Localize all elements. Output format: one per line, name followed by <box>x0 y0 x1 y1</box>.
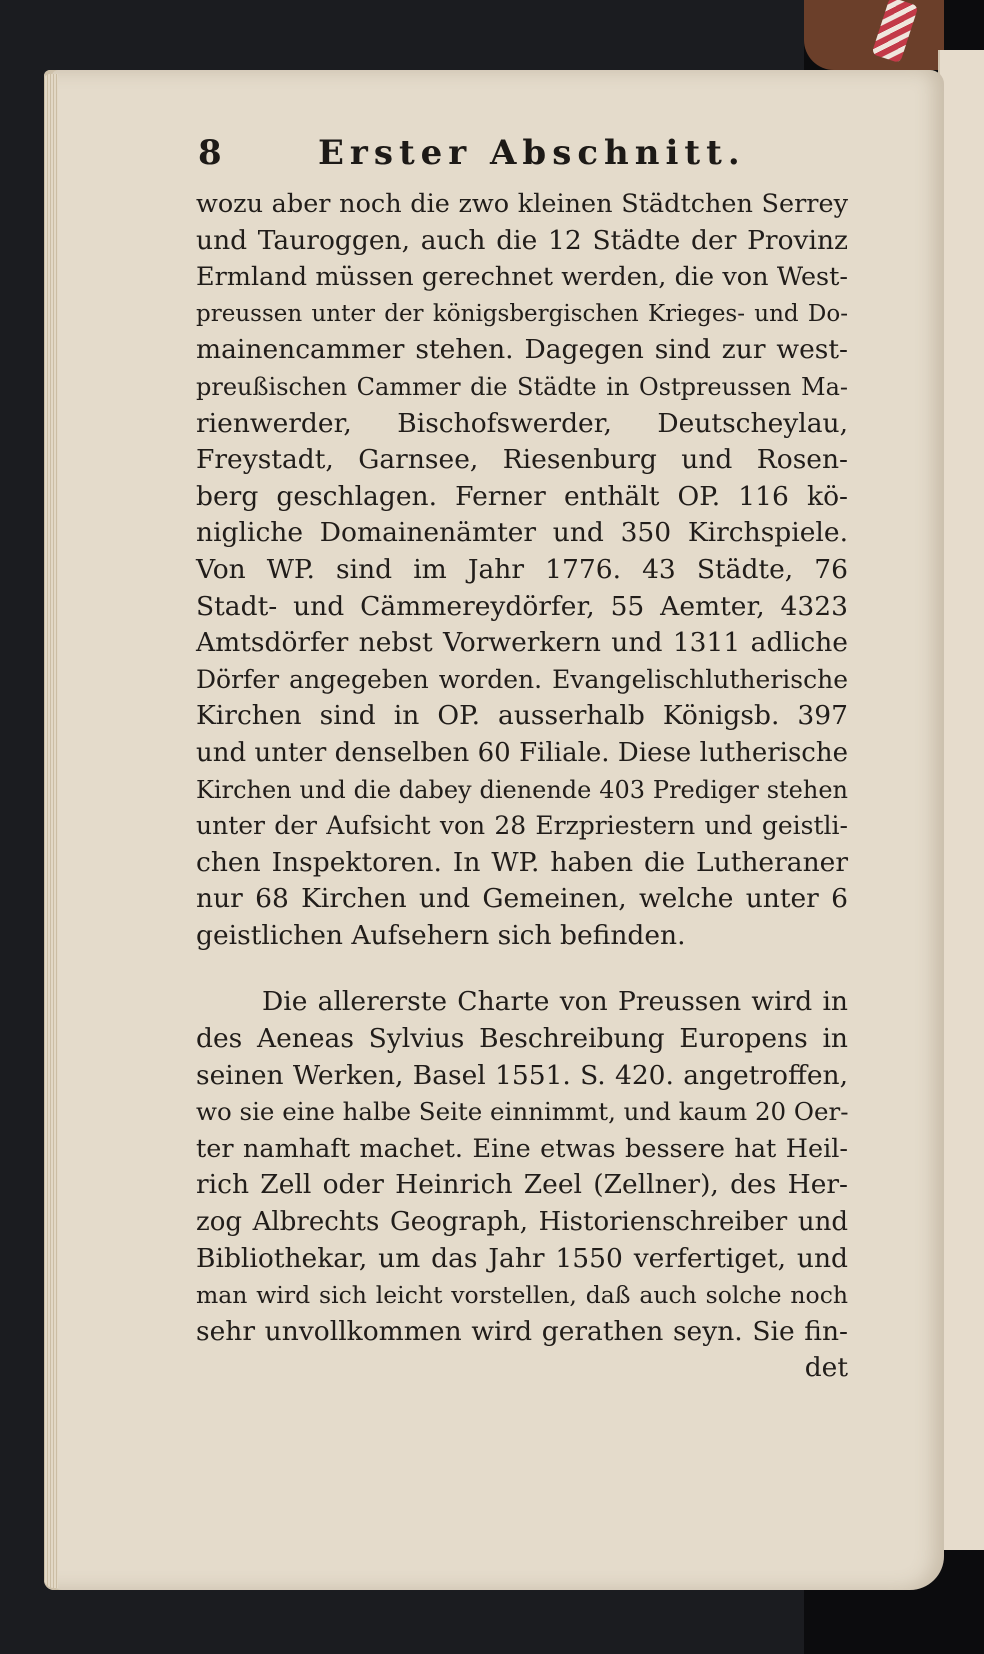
text-line: wozu aber noch die zwo kleinen Städtchen Serrey <box>196 189 848 219</box>
paragraph-1 <box>196 186 848 954</box>
text-line: Von WP. sind im Jahr 1776. 43 Städte, 76 <box>196 553 848 585</box>
text-line: Stadt- und Cämmereydörfer, 55 Aemter, 4323 <box>196 590 848 622</box>
text-line: des Aeneas Sylvius Beschreibung Europens in <box>196 1023 848 1055</box>
text-line: Ermland müssen gerechnet werden, die von West- <box>196 262 848 293</box>
text-line: seinen Werken, Basel 1551. S. 420. angetroffen, <box>196 1059 848 1091</box>
page-number: 8 <box>198 133 222 173</box>
catchword: det <box>804 1352 848 1384</box>
book-cover-corner <box>804 0 944 70</box>
text-line: geistlichen Aufsehern sich befinden. <box>196 919 686 951</box>
text-line: und Tauroggen, auch die 12 Städte der Provinz <box>196 224 848 256</box>
text-line: preussen unter der königsbergischen Krieges- und Do- <box>196 300 848 327</box>
paragraph-gap <box>196 954 848 984</box>
page-header <box>198 128 848 178</box>
text-line: nigliche Domainenämter und 350 Kirchspiele. <box>196 517 848 549</box>
text-line: preußischen Cammer die Städte in Ostpreussen Ma- <box>196 372 848 401</box>
text-line: rienwerder, Bischofswerder, Deutscheylau, <box>196 407 848 439</box>
text-line: und unter denselben 60 Filiale. Diese lutherische <box>196 737 848 768</box>
text-line: unter der Aufsicht von 28 Erzpriestern und geistli- <box>196 811 848 841</box>
text-line: wo sie eine halbe Seite einnimmt, und kaum 20 Oer- <box>196 1097 849 1127</box>
running-head: Erster Abschnitt. <box>318 133 746 173</box>
text-line: Bibliothekar, um das Jahr 1550 verfertiget, und <box>196 1242 848 1274</box>
text-line: mainencammer stehen. Dagegen sind zur west- <box>196 334 848 366</box>
text-line: Kirchen und die dabey dienende 403 Prediger stehen <box>196 775 848 804</box>
paragraph-2 <box>196 984 848 1350</box>
text-line: Die allererste Charte von Preussen wird in <box>262 986 848 1018</box>
text-line: sehr unvollkommen wird gerathen seyn. Sie fin- <box>196 1315 848 1347</box>
text-line: Kirchen sind in OP. ausserhalb Königsb. 397 <box>196 700 848 732</box>
text-line: ter namhaft machet. Eine etwas bessere hat Heil- <box>196 1133 848 1164</box>
text-line: rich Zell oder Heinrich Zeel (Zellner), des Her- <box>196 1169 848 1201</box>
text-line: zog Albrechts Geograph, Historienschreiber und <box>196 1207 848 1238</box>
text-line: nur 68 Kirchen und Gemeinen, welche unter 6 <box>196 883 848 915</box>
text-line: man wird sich leicht vorstellen, daß auch solche noch <box>196 1281 848 1310</box>
body-text <box>196 186 848 1387</box>
text-line: chen Inspektoren. In WP. haben die Lutheraner <box>196 846 848 878</box>
text-line: berg geschlagen. Ferner enthält OP. 116 kö- <box>196 480 848 512</box>
text-line: Amtsdörfer nebst Vorwerkern und 1311 adliche <box>196 627 848 659</box>
page-stack-edges <box>44 74 58 1588</box>
adjacent-page-edge <box>938 50 984 1550</box>
text-line: Dörfer angegeben worden. Evangelischlutherische <box>196 664 848 694</box>
text-line: Freystadt, Garnsee, Riesenburg und Rosen- <box>196 444 848 476</box>
